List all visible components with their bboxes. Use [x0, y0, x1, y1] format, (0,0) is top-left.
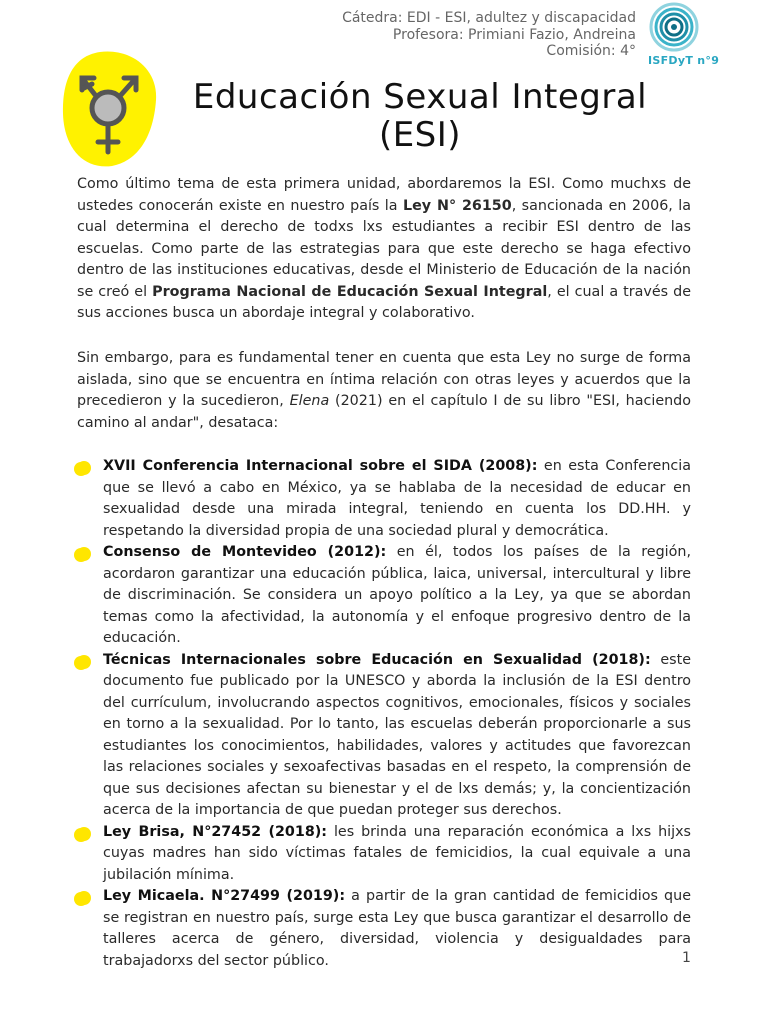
p1-text-e: , el cual a través de sus acciones busca un abordaje integral y colaborativo. — [77, 283, 691, 321]
page-title — [150, 78, 690, 154]
yellow-bullet-icon — [77, 827, 91, 841]
list-item-heading: Técnicas Internacionales sobre Educación en Sexualidad (2018): — [103, 651, 651, 668]
yellow-bullet-icon — [77, 655, 91, 669]
list-item-heading: XVII Conferencia Internacional sobre el SIDA (2008): — [103, 458, 538, 474]
list-item — [77, 456, 691, 542]
list-item-text: en esta Conferencia que se llevó a cabo en México, ya se hablaba de la necesidad de educar en sexualidad desde una mirada integral, teniendo en cuenta los DD.HH. y respetando la diversidad propia de una sociedad plural y democrática. — [103, 458, 691, 539]
list-item-heading: Ley Brisa, N°27452 (2018): — [103, 823, 328, 840]
p2-text-c: (2021) en el capítulo I de su libro "ESI, haciendo camino al andar", desataca: — [77, 393, 691, 431]
context-paragraph — [77, 348, 691, 434]
p1-text-c: , sancionada en 2006, la cual determina el derecho de todxs lxs estudiantes a recibir ESI dentro de las escuelas. Como parte de las estrategias para que este derecho se haga efectivo dentro de las instituciones educativas, desde el Ministerio de Educación de la nación se creó el — [77, 197, 691, 300]
institution-logo-text: ISFDyT n°9 — [648, 54, 720, 67]
yellow-bullet-icon — [77, 461, 91, 475]
comision-line: Comisión: 4° — [546, 43, 636, 59]
list-item-heading: Ley Micaela. N°27499 (2019): — [103, 888, 346, 904]
list-item-text: a partir de la gran cantidad de femicidios que se registran en nuestro país, surge esta Ley que busca garantizar el desarrollo de talleres acerca de género, diversidad, violencia y desigualdades para trabajadorxs del sector público. — [103, 888, 691, 969]
list-item-text: les brinda una reparación económica a lxs hijxs cuyas madres han sido víctimas fatales de femicidios, la cual equivale a una jubilación mínima. — [103, 823, 691, 883]
p2-text-a: Sin embargo, para es fundamental tener en cuenta que esta Ley no surge de forma aislada, sino que se encuentra en íntima relación con otras leyes y acuerdos que la precedieron y la sucedieron, — [77, 350, 691, 409]
intro-paragraph — [77, 174, 691, 325]
list-item-text: este documento fue publicado por la UNESCO y aborda la inclusión de la ESI dentro del currículum, involucrando aspectos cognitivos, emocionales, físicos y sociales en torno a la sexualidad. Por lo tanto, las escuelas deberán proporcionarle a sus estudiantes los conocimientos, habilidades, valores y actitudes que favorezcan las relaciones sociales y sexoafectivas basadas en el respeto, la comprensión de que sus decisiones afectan su bienestar y el de lxs demás; y, la concientización acerca de la importancia de que puedan proteger sus derechos. — [103, 651, 691, 818]
list-item — [77, 542, 691, 650]
law-26150-bold: Ley N° 26150 — [402, 197, 512, 214]
author-elena: Elena — [289, 393, 330, 409]
p1-text-a: Como último tema de esta primera unidad, abordaremos la ESI. Como muchxs de ustedes conocerán existe en nuestro país la — [77, 176, 691, 214]
course-header — [342, 10, 636, 60]
milestones-list — [77, 456, 691, 972]
page-number: 1 — [682, 950, 691, 966]
catedra-line: Cátedra: EDI - ESI, adultez y discapacidad — [342, 10, 636, 26]
list-item-text: en él, todos los países de la región, acordaron garantizar una educación pública, laica, universal, intercultural y libre de discriminación. Se considera un apoyo político a la Ley, ya que se abordan temas como la afectividad, la autonomía y el enfoque progresivo dentro de la educación. — [103, 544, 691, 646]
spiral-logo-icon — [645, 2, 703, 52]
profesora-line: Profesora: Primiani Fazio, Andreina — [392, 26, 636, 43]
yellow-bullet-icon — [77, 891, 91, 905]
list-item — [77, 822, 691, 887]
transgender-symbol-icon — [60, 48, 160, 170]
yellow-bullet-icon — [77, 547, 91, 561]
list-item-heading: Consenso de Montevideo (2012): — [103, 544, 387, 560]
list-item — [77, 886, 691, 972]
title-line-2: (ESI) — [378, 115, 462, 155]
list-item — [77, 650, 691, 822]
title-line-1: Educación Sexual Integral — [192, 77, 648, 117]
programa-nacional-bold: Programa Nacional de Educación Sexual Integral — [152, 283, 548, 300]
